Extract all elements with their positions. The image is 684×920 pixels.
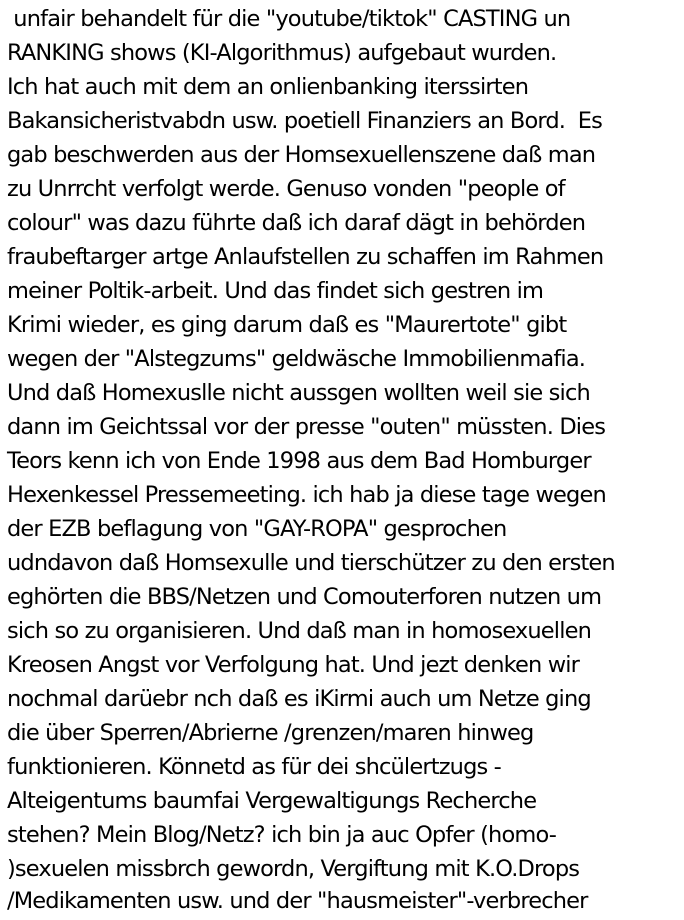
text-line: gab beschwerden aus der Homsexuellenszene daß man xyxy=(7,142,596,168)
text-line: dann im Geichtssal vor der presse "outen" müssten. Dies xyxy=(7,414,606,440)
text-line: meiner Poltik-arbeit. Und das findet sich gestren im xyxy=(7,278,544,304)
text-line: sich so zu organisieren. Und daß man in homosexuellen xyxy=(7,618,591,644)
text-line: Alteigentums baumfai Vergewaltigungs Recherche xyxy=(7,788,537,814)
text-line: Krimi wieder, es ging darum daß es "Maurertote" gibt xyxy=(7,312,567,338)
text-line: udndavon daß Homsexulle und tierschützer zu den ersten xyxy=(7,550,615,576)
text-line: Kreosen Angst vor Verfolgung hat. Und jezt denken wir xyxy=(7,652,580,678)
text-line: Teors kenn ich von Ende 1998 aus dem Bad Homburger xyxy=(7,448,591,474)
text-line: unfair behandelt für die "youtube/tiktok" CASTING un xyxy=(7,6,571,32)
text-line: die über Sperren/Abrierne /grenzen/maren hinweg xyxy=(7,720,534,746)
text-line: Und daß Homexuslle nicht aussgen wollten weil sie sich xyxy=(7,380,590,406)
text-line: zu Unrrcht verfolgt werde. Genuso vonden "people of xyxy=(7,176,565,202)
text-line: colour" was dazu führte daß ich daraf dägt in behörden xyxy=(7,210,586,236)
text-line: der EZB beflagung von "GAY-ROPA" gesprochen xyxy=(7,516,507,542)
text-line: fraubeftarger artge Anlaufstellen zu schaffen im Rahmen xyxy=(7,244,604,270)
text-line: stehen? Mein Blog/Netz? ich bin ja auc Opfer (homo- xyxy=(7,822,557,848)
text-line: funktionieren. Könnetd as für dei shcülertzugs - xyxy=(7,754,501,780)
text-line: wegen der "Alstegzums" geldwäsche Immobilienmafia. xyxy=(7,346,586,372)
text-line: nochmal darüebr nch daß es iKirmi auch um Netze ging xyxy=(7,686,591,712)
text-line: Bakansicheristvabdn usw. poetiell Finanziers an Bord. Es xyxy=(7,108,602,134)
text-line: )sexuelen missbrch gewordn, Vergiftung mit K.O.Drops xyxy=(7,856,580,882)
text-line: Hexenkessel Pressemeeting. ich hab ja diese tage wegen xyxy=(7,482,606,508)
text-line: eghörten die BBS/Netzen und Comouterforen nutzen um xyxy=(7,584,602,610)
text-line: RANKING shows (KI-Algorithmus) aufgebaut wurden. xyxy=(7,40,557,66)
text-line: /Medikamenten usw. und der "hausmeister"-verbrecher xyxy=(7,888,588,914)
text-line: Ich hat auch mit dem an onlienbanking iterssirten xyxy=(7,74,529,100)
